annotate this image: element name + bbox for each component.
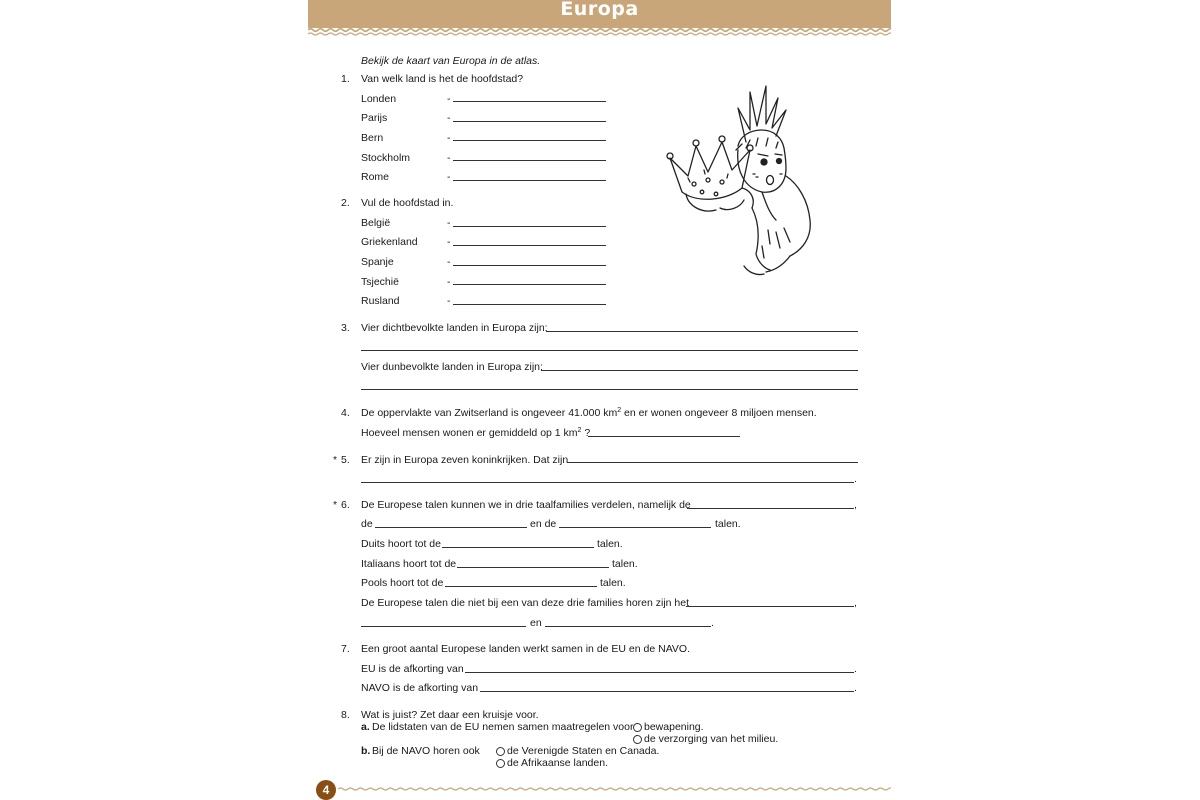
q8b-label: b. (361, 745, 371, 757)
answer-line[interactable] (457, 567, 609, 568)
worksheet-page (308, 0, 891, 800)
answer-line[interactable] (361, 389, 858, 390)
q7-period: . (854, 663, 857, 675)
q8a-option-1-label: bewapening. (644, 721, 704, 733)
q5-period: . (854, 473, 857, 485)
q3-sparse-label: Vier dunbevolkte landen in Europa zijn: (361, 361, 543, 373)
q8b-option-2-label: de Afrikaanse landen. (507, 757, 608, 769)
answer-line[interactable] (453, 101, 606, 102)
q6-comma: , (854, 499, 857, 511)
q5-question: Er zijn in Europa zeven koninkrijken. Dat zijn (361, 454, 569, 466)
q6-talen-label: talen. (612, 558, 638, 570)
answer-line[interactable] (559, 527, 711, 528)
q4-number: 4. (341, 407, 350, 419)
answer-line[interactable] (453, 180, 606, 181)
q8-question: Wat is juist? Zet daar een kruisje voor. (361, 709, 539, 721)
q8-number: 8. (341, 709, 350, 721)
q8a-option-2-radio[interactable] (633, 735, 642, 744)
header-banner (308, 0, 891, 28)
q8b-option-1-radio[interactable] (496, 747, 505, 756)
answer-line[interactable] (480, 691, 854, 692)
dash: - (447, 152, 451, 164)
q6-pools-label: Pools hoort tot de (361, 577, 444, 589)
answer-line[interactable] (453, 226, 606, 227)
answer-line[interactable] (546, 331, 858, 332)
q7-navo-label: NAVO is de afkorting van (361, 682, 479, 694)
q4-statement: De oppervlakte van Zwitserland is ongeveer 41.000 $km^2$ en er wonen ongeveer 8 miljoen mensen. (361, 407, 817, 419)
q6-star: * (333, 499, 338, 511)
q6-period: . (711, 617, 714, 629)
dash: - (447, 256, 451, 268)
q2-question: Vul de hoofdstad in. (361, 197, 454, 209)
answer-line[interactable] (453, 265, 606, 266)
dash: - (447, 295, 451, 307)
q1-question: Van welk land is het de hoofdstad? (361, 73, 524, 85)
q8a-option-1-radio[interactable] (633, 723, 642, 732)
q5-star: * (333, 454, 338, 466)
q6-intro: De Europese talen kunnen we in drie taalfamilies verdelen, namelijk de (361, 499, 691, 511)
q1-item: Stockholm (361, 152, 411, 164)
q7-number: 7. (341, 643, 350, 655)
answer-line[interactable] (453, 160, 606, 161)
q6-en-label: en (530, 617, 542, 629)
q6-italiaans-label: Italiaans hoort tot de (361, 558, 457, 570)
q8a-text: De lidstaten van de EU nemen samen maatregelen voor (372, 721, 634, 733)
answer-line[interactable] (687, 508, 854, 509)
q8b-option-1-label: de Verenigde Staten en Canada. (507, 745, 660, 757)
answer-line[interactable] (442, 547, 594, 548)
answer-line[interactable] (453, 245, 606, 246)
q1-item: Parijs (361, 112, 388, 124)
q2-item: Tsjechië (361, 276, 399, 288)
q6-en-de-label: en de (530, 518, 557, 530)
q2-item: Spanje (361, 256, 394, 268)
dash: - (447, 276, 451, 288)
q6-comma: , (854, 597, 857, 609)
q7-statement: Een groot aantal Europese landen werkt samen in de EU en de NAVO. (361, 643, 691, 655)
dash: - (447, 132, 451, 144)
q5-number: 5. (341, 454, 350, 466)
page-title: Europa (560, 0, 639, 20)
intro-text: Bekijk de kaart van Europa in de atlas. (361, 55, 541, 67)
q7-eu-label: EU is de afkorting van (361, 663, 464, 675)
q1-item: Bern (361, 132, 384, 144)
q2-number: 2. (341, 197, 350, 209)
q6-number: 6. (341, 499, 350, 511)
answer-line[interactable] (465, 672, 854, 673)
dash: - (447, 93, 451, 105)
q7-period: . (854, 682, 857, 694)
answer-line[interactable] (453, 140, 606, 141)
king-with-crown-illustration (658, 80, 828, 280)
answer-line[interactable] (545, 626, 711, 627)
answer-line[interactable] (686, 606, 854, 607)
q6-talen-label: talen. (600, 577, 626, 589)
q2-item: Rusland (361, 295, 400, 307)
answer-line[interactable] (453, 304, 606, 305)
page-number-badge: 4 (316, 780, 336, 800)
q8b-text: Bij de NAVO horen ook (372, 745, 480, 757)
answer-line[interactable] (361, 626, 526, 627)
answer-line[interactable] (453, 121, 606, 122)
dash: - (447, 217, 451, 229)
footer-wave-border (308, 785, 891, 795)
answer-line[interactable] (567, 462, 858, 463)
answer-line[interactable] (445, 586, 597, 587)
q3-number: 3. (341, 322, 350, 334)
answer-line[interactable] (541, 370, 858, 371)
q2-item: Griekenland (361, 236, 418, 248)
q6-duits-label: Duits hoort tot de (361, 538, 441, 550)
q8a-option-2-label: de verzorging van het milieu. (644, 733, 779, 745)
answer-line[interactable] (453, 284, 606, 285)
q1-item: Rome (361, 171, 390, 183)
q1-number: 1. (341, 73, 350, 85)
q3-dense-label: Vier dichtbevolkte landen in Europa zijn: (361, 322, 548, 334)
q1-item: Londen (361, 93, 397, 105)
q2-item: België (361, 217, 391, 229)
header-wave-border (308, 27, 891, 37)
answer-line[interactable] (588, 436, 740, 437)
q6-rest-label: De Europese talen die niet bij een van deze drie families horen zijn het (361, 597, 690, 609)
q6-de-label: de (361, 518, 373, 530)
answer-line[interactable] (361, 482, 854, 483)
answer-line[interactable] (361, 350, 858, 351)
q4-question: Hoeveel mensen wonen er gemiddeld op 1 $km^2$ ? (361, 427, 591, 439)
q8a-label: a. (361, 721, 370, 733)
dash: - (447, 171, 451, 183)
q6-talen-label: talen. (597, 538, 623, 550)
dash: - (447, 236, 451, 248)
dash: - (447, 112, 451, 124)
q8b-option-2-radio[interactable] (496, 759, 505, 768)
q6-talen-label: talen. (715, 518, 741, 530)
answer-line[interactable] (375, 527, 527, 528)
